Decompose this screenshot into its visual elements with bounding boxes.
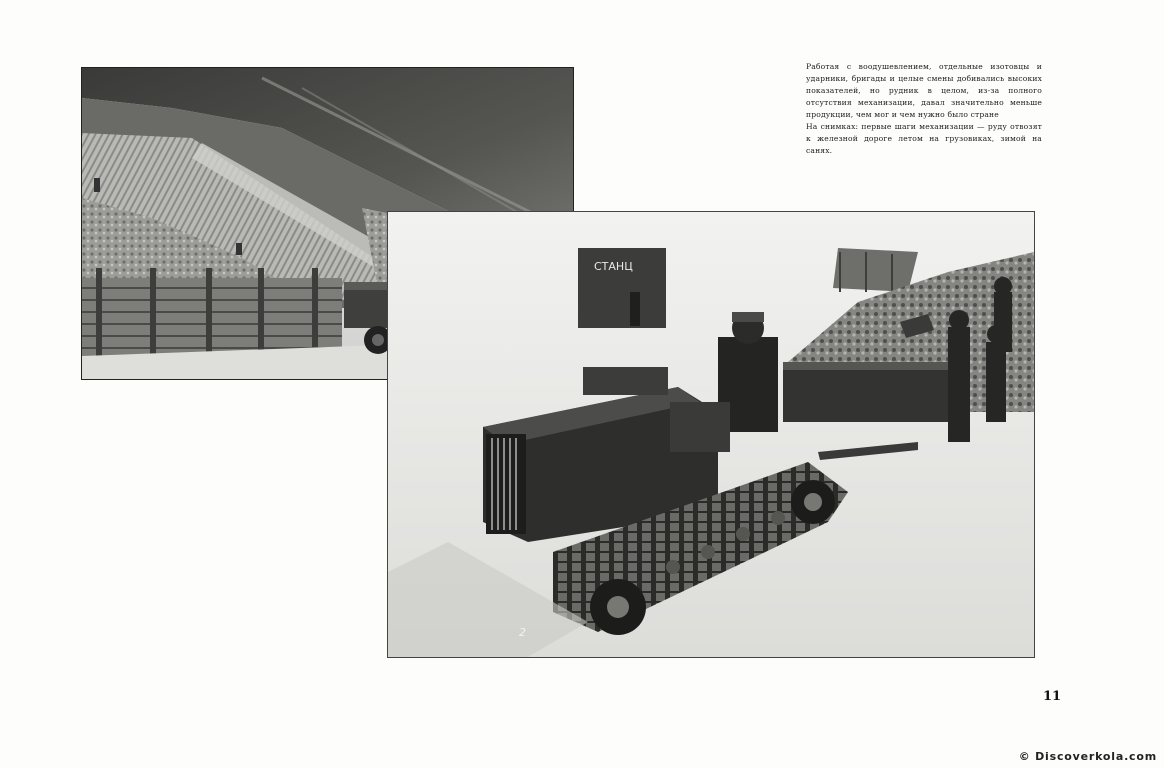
- caption-paragraph-2: На снимках: первые шаги механизации — руду отвозят к железной дороге летом на грузовиках, зимой на санях.: [806, 122, 1042, 155]
- caption-text: [806, 61, 1042, 157]
- caption-paragraph-1: Работая с воодушевлением, отдельные изотовцы и ударники, бригады и целые смены добивались высоких показателей, но рудник в целом, из-за полного отсутствия механизации, давал значительно меньше продукции, чем мог и чем нужно было стране: [806, 62, 1042, 119]
- photo-number: 2: [519, 626, 526, 639]
- watermark: © Discoverkola.com: [1018, 750, 1157, 763]
- photo-winter-tractor: [387, 211, 1035, 658]
- station-sign: СТАНЦ: [594, 260, 633, 273]
- page-number: 11: [1043, 689, 1062, 704]
- winter-tractor-illustration: [388, 212, 1034, 657]
